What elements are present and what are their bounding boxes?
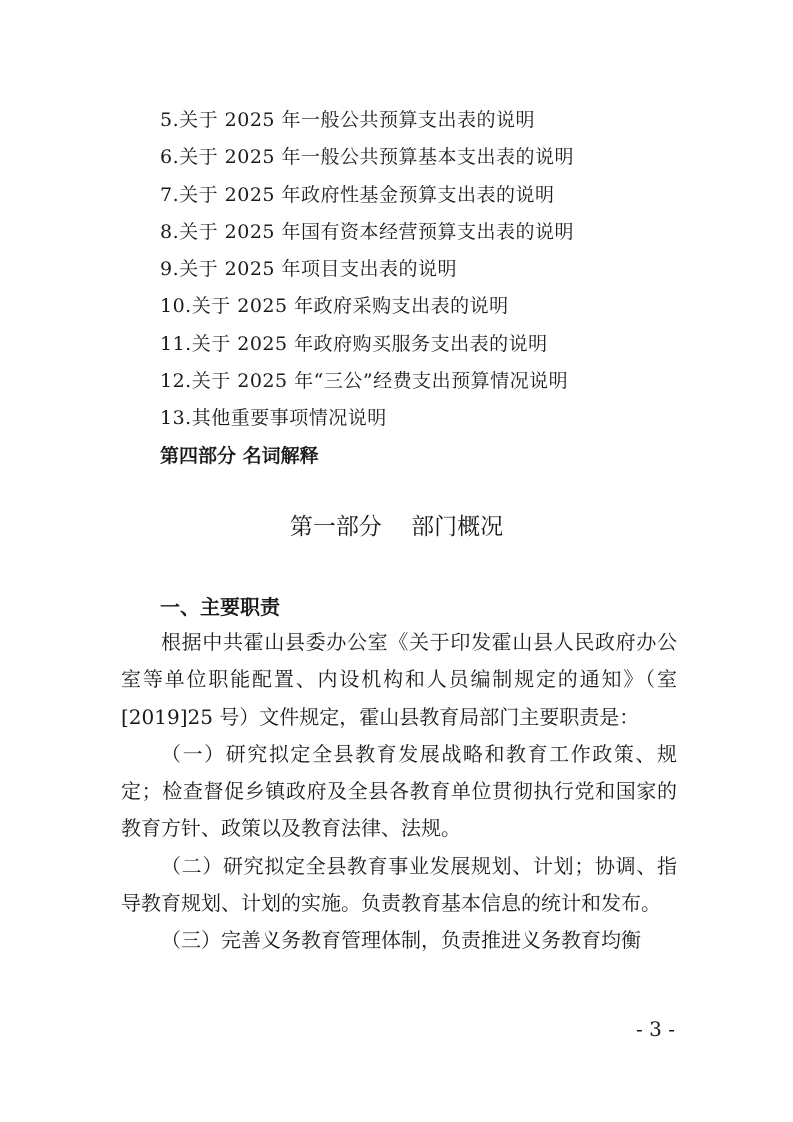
page-number: - 3 -: [636, 1017, 675, 1041]
body-paragraph: （二）研究拟定全县教育事业发展规划、计划；协调、指导教育规划、计划的实施。负责教育基本信息的统计和发布。: [121, 853, 677, 916]
toc-item: 7.关于 2025 年政府性基金预算支出表的说明: [160, 183, 555, 206]
toc-item: 9.关于 2025 年项目支出表的说明: [160, 258, 458, 281]
body-paragraph: （三）完善义务教育管理体制，负责推进义务教育均衡: [161, 928, 641, 953]
toc-item: 10.关于 2025 年政府采购支出表的说明: [160, 295, 509, 318]
toc-item: 13.其他重要事项情况说明: [160, 407, 387, 430]
toc-part-four-heading: 第四部分 名词解释: [160, 444, 319, 467]
toc-item: 6.关于 2025 年一般公共预算基本支出表的说明: [160, 146, 575, 169]
body-paragraph: （一）研究拟定全县教育发展战略和教育工作政策、规定；检查督促乡镇政府及全县各教育单位贯彻执行党和国家的教育方针、政策以及教育法律、法规。: [121, 741, 677, 841]
toc-item: 8.关于 2025 年国有资本经营预算支出表的说明: [160, 220, 575, 243]
section-heading-main-duties: 一、主要职责: [160, 595, 280, 619]
toc-item: 11.关于 2025 年政府购买服务支出表的说明: [160, 332, 548, 355]
part-one-title: 第一部分 部门概况: [289, 514, 504, 540]
toc-item: 5.关于 2025 年一般公共预算支出表的说明: [160, 109, 536, 131]
table-of-contents: [160, 102, 720, 475]
toc-item: 12.关于 2025 年“三公”经费支出预算情况说明: [160, 370, 569, 393]
body-text: [121, 624, 677, 960]
body-paragraph: 根据中共霍山县委办公室《关于印发霍山县人民政府办公室等单位职能配置、内设机构和人员编制规定的通知》（室[2019]25 号）文件规定，霍山县教育局部门主要职责是：: [121, 630, 677, 729]
